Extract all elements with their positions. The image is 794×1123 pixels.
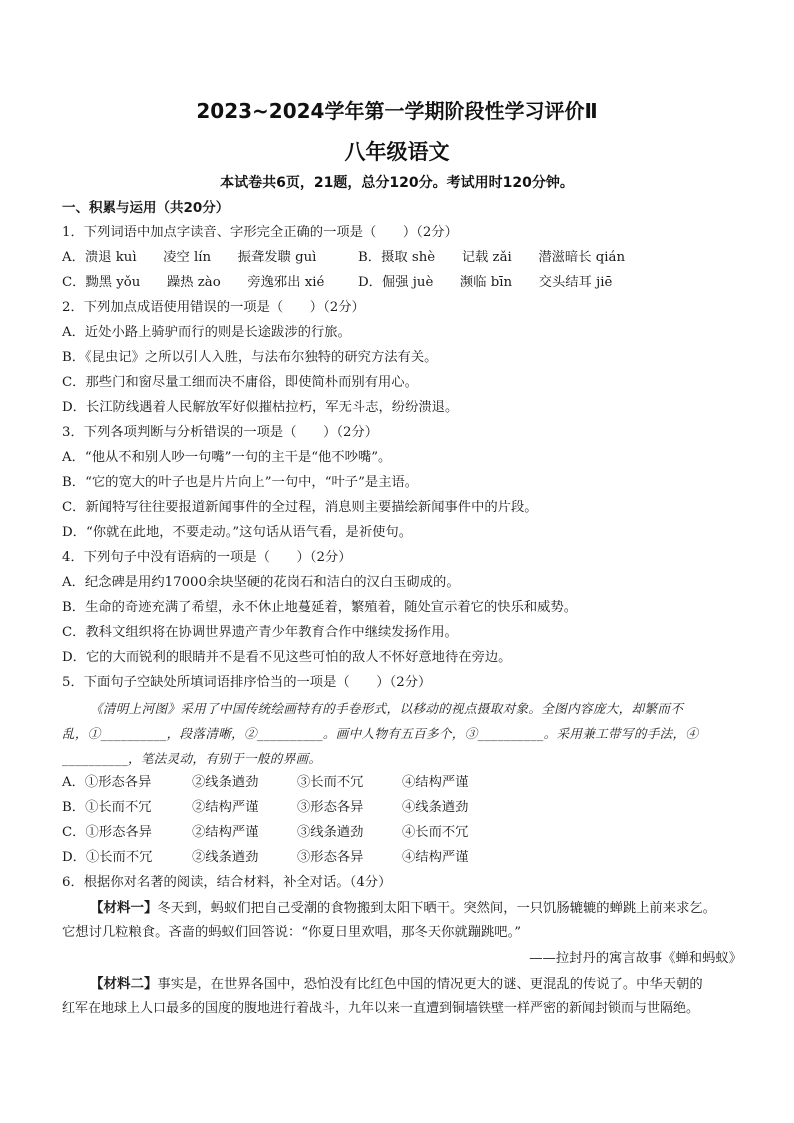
q6-stem: 6．根据你对名著的阅读，结合材料，补全对话。（4分）: [62, 875, 392, 890]
q1-option-d: D．倔强 juè 濒临 bīn 交头结耳 jiē: [358, 275, 613, 290]
q3-option-d: D．“你就在此地，不要走动。”这句话从语气看，是祈使句。: [62, 525, 413, 540]
q5-c-3: ③线条遒劲: [297, 825, 364, 840]
q5-c-2: ②结构严谨: [192, 825, 259, 840]
q2-option-a: A．近处小路上骑驴而行的则是长途跋涉的行旅。: [62, 325, 351, 340]
q6-material1-line1: [90, 896, 750, 921]
section-heading: 一、积累与运用（共20分）: [62, 200, 230, 216]
q1-option-c: C．黝黑 yǒu 躁热 zào 旁逸邪出 xié: [62, 275, 325, 290]
q1-stem: 1．下列词语中加点字读音、字形完全正确的一项是（ ）（2分）: [62, 225, 458, 240]
q2-option-d: D．长江防线遇着人民解放军好似摧枯拉朽，军无斗志，纷纷溃退。: [62, 400, 459, 415]
q6-material2-text1: 事实是，在世界各国中，恐怕没有比红色中国的情况更大的谜、更混乱的传说了。中华天朝的: [157, 977, 703, 992]
q6-material1-label: 【材料一】: [90, 900, 158, 916]
q5-a-4: ④结构严谨: [402, 775, 469, 790]
q5-d-2: ②线条遒劲: [192, 850, 259, 865]
q5-d-4: ④结构严谨: [402, 850, 469, 865]
q4-stem: 4．下列句子中没有语病的一项是（ ）（2分）: [62, 550, 352, 565]
q3-option-c: C．新闻特写往往要报道新闻事件的全过程，消息则主要描绘新闻事件中的片段。: [62, 500, 538, 515]
q5-a-1: A．①形态各异: [62, 775, 152, 790]
q5-a-2: ②线条遒劲: [192, 775, 259, 790]
q5-b-2: ②结构严谨: [192, 800, 259, 815]
q4-option-c: C．教科文组织将在协调世界遗产青少年教育合作中继续发扬作用。: [62, 625, 458, 640]
q3-option-b: B．“它的宽大的叶子也是片片向上”一句中，“叶子”是主语。: [62, 475, 419, 490]
q3-stem: 3．下列各项判断与分析错误的一项是（ ）（2分）: [62, 425, 379, 440]
q5-d-3: ③形态各异: [297, 850, 364, 865]
q5-c-4: ④长而不冗: [402, 825, 469, 840]
q2-option-b: B．《昆虫记》之所以引人入胜，与法布尔独特的研究方法有关。: [62, 350, 438, 365]
q6-material2-text2: 红军在地球上人口最多的国度的腹地进行着战斗，九年以来一直遭到铜墙铁壁一样严密的新闻封锁而与世隔绝。: [62, 1001, 700, 1016]
q5-passage-line1: 《清明上河图》采用了中国传统绘画特有的手卷形式，以移动的视点摄取对象。全图内容庞大，却繁而不: [90, 701, 684, 716]
q5-b-1: B．①长而不冗: [62, 800, 152, 815]
q6-material2-label: 【材料二】: [90, 976, 158, 992]
q5-passage-line3: __________，笔法灵动，有别于一般的界画。: [62, 751, 322, 766]
q5-stem: 5．下面句子空缺处所填词语排序恰当的一项是（ ）（2分）: [62, 675, 432, 690]
q4-option-b: B．生命的奇迹充满了希望，永不休止地蔓延着，繁殖着，随处宣示着它的快乐和威势。: [62, 600, 578, 615]
q5-a-3: ③长而不冗: [297, 775, 364, 790]
exam-note: 本试卷共6页，21题，总分120分。考试用时120分钟。: [220, 175, 574, 191]
q5-b-3: ③形态各异: [297, 800, 364, 815]
q5-b-4: ④线条遒劲: [402, 800, 469, 815]
q6-material1-text1: 冬天到，蚂蚁们把自己受潮的食物搬到太阳下晒干。突然间，一只饥肠辘辘的蝉跳上前来求乞。: [157, 901, 716, 916]
q6-material2-line1: [90, 972, 750, 997]
q5-passage-line2: 乱，①__________，段落清晰，②__________。画中人物有五百多个，③__________。采用兼工带写的手法，④: [62, 726, 699, 741]
q5-d-1: D．①长而不冗: [62, 850, 153, 865]
q1-option-a: A．溃退 kuì 凌空 lín 振聋发聩 guì: [62, 250, 317, 265]
subject-title: 八年级语文: [344, 140, 450, 164]
q5-c-1: C．①形态各异: [62, 825, 152, 840]
q2-stem: 2．下列加点成语使用错误的一项是（ ）（2分）: [62, 300, 365, 315]
q6-material1-source: ——拉封丹的寓言故事《蝉和蚂蚁》: [529, 951, 742, 966]
q6-material1-text2: 它想讨几粒粮食。吝啬的蚂蚁们回答说：“你夏日里欢唱，那冬天你就蹦跳吧。”: [62, 925, 522, 940]
q1-option-b: B．摄取 shè 记载 zǎi 潜滋暗长 qián: [358, 250, 626, 265]
q4-option-d: D．它的大而锐利的眼睛并不是看不见这些可怕的敌人不怀好意地待在旁边。: [62, 650, 512, 665]
q2-option-c: C．那些门和窗尽量工细而决不庸俗，即使简朴而别有用心。: [62, 375, 418, 390]
exam-title: 2023~2024学年第一学期阶段性学习评价Ⅱ: [196, 99, 598, 123]
q3-option-a: A．“他从不和别人吵一句嘴”一句的主干是“他不吵嘴”。: [62, 450, 392, 465]
q4-option-a: A．纪念碑是用约17000余块坚硬的花岗石和洁白的汉白玉砌成的。: [62, 575, 460, 590]
